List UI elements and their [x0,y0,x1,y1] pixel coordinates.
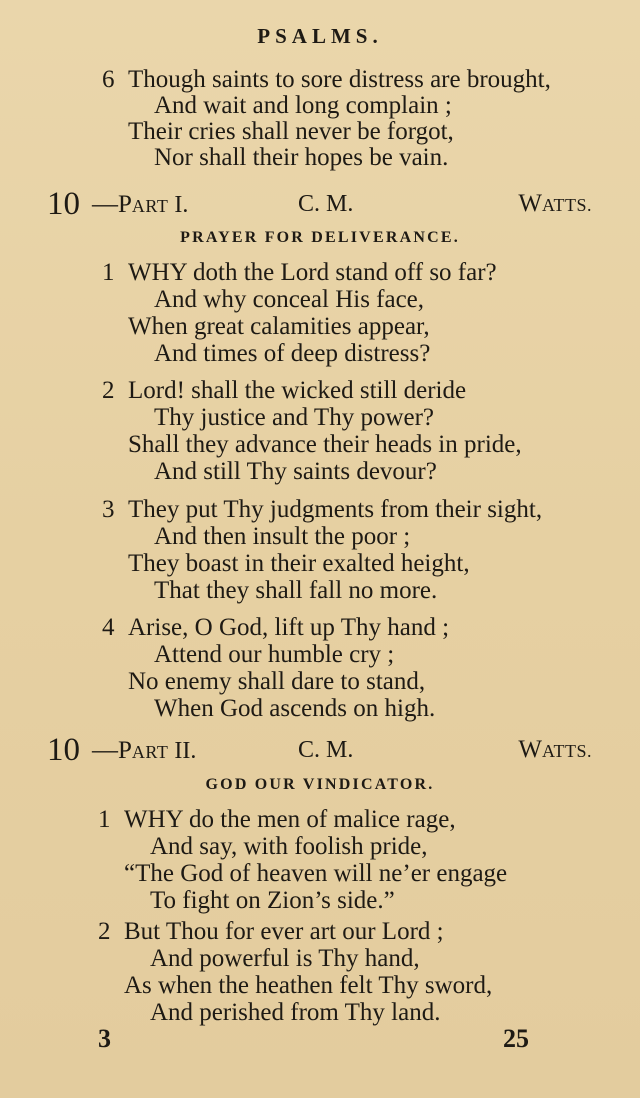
verse-line: And say, with foolish pride, [150,833,428,860]
verse-line: That they shall fall no more. [154,577,438,604]
part-initial: P [118,737,132,764]
verse-line: Lord! shall the wicked still deride [128,377,467,404]
hymn-meter: C. M. [298,737,354,763]
verse-line: WHY doth the Lord stand off so far? [128,259,497,286]
part-rest: ART [131,742,169,762]
verse-line: And then insult the poor ; [154,523,411,550]
hymn-author [518,187,592,222]
hymn-number: 10 [47,186,80,222]
running-header: PSALMS. [257,24,383,48]
verse-line: And why conceal His face, [154,286,425,313]
part-number: II. [174,738,197,764]
verse-line: Nor shall their hopes be vain. [154,144,449,171]
verse-line: To fight on Zion’s side.” [150,887,395,914]
verse-line: They boast in their exalted height, [128,550,470,577]
hymn-heading [0,187,640,221]
part-number: I. [174,192,189,218]
verse-line: No enemy shall dare to stand, [128,668,426,695]
dash: — [92,189,118,218]
verse-line: Attend our humble cry ; [154,641,395,668]
hymn-part [92,733,196,769]
author-rest: ATTS. [541,195,592,215]
author-initial: W [518,736,542,763]
verse-line: WHY do the men of malice rage, [124,806,456,833]
page-number: 25 [503,1024,529,1053]
author-rest: ATTS. [541,741,592,761]
hymn-author [518,733,592,768]
verse-line: Arise, O God, lift up Thy hand ; [128,614,450,641]
stanza-number: 2 [102,377,115,404]
verse-line: And powerful is Thy hand, [150,945,420,972]
part-initial: P [118,191,132,218]
signature-mark: 3 [98,1024,111,1053]
stanza-number: 3 [102,496,115,523]
verse-line: They put Thy judgments from their sight, [128,496,543,523]
verse-line: Their cries shall never be forgot, [128,118,454,145]
verse-line: Thy justice and Thy power? [154,404,435,431]
verse-line: As when the heathen felt Thy sword, [124,972,493,999]
verse-line: And wait and long complain ; [154,92,452,119]
hymn-subtitle: GOD OUR VINDICATOR. [205,776,435,793]
author-initial: W [518,190,542,217]
verse-line: And still Thy saints devour? [154,458,437,485]
stanza-number: 4 [102,614,115,641]
stanza-number: 2 [98,918,111,945]
stanza-number: 1 [98,806,111,833]
hymn-number: 10 [47,732,80,768]
verse-line: When God ascends on high. [154,695,436,722]
verse-line: But Thou for ever art our Lord ; [124,918,444,945]
verse-line: Though saints to sore distress are brought, [128,66,551,93]
hymn-meter: C. M. [298,191,354,217]
stanza-number: 1 [102,259,115,286]
dash: — [92,735,118,764]
hymn-heading [0,733,640,767]
verse-line: And perished from Thy land. [150,999,441,1026]
hymn-part [92,187,188,223]
verse-line: “The God of heaven will ne’er engage [124,860,508,887]
hymn-subtitle: PRAYER FOR DELIVERANCE. [180,229,460,246]
part-rest: ART [131,196,169,216]
verse-line: And times of deep distress? [154,340,431,367]
verse-line: When great calamities appear, [128,313,430,340]
verse-line: Shall they advance their heads in pride, [128,431,522,458]
stanza-number: 6 [102,66,115,93]
